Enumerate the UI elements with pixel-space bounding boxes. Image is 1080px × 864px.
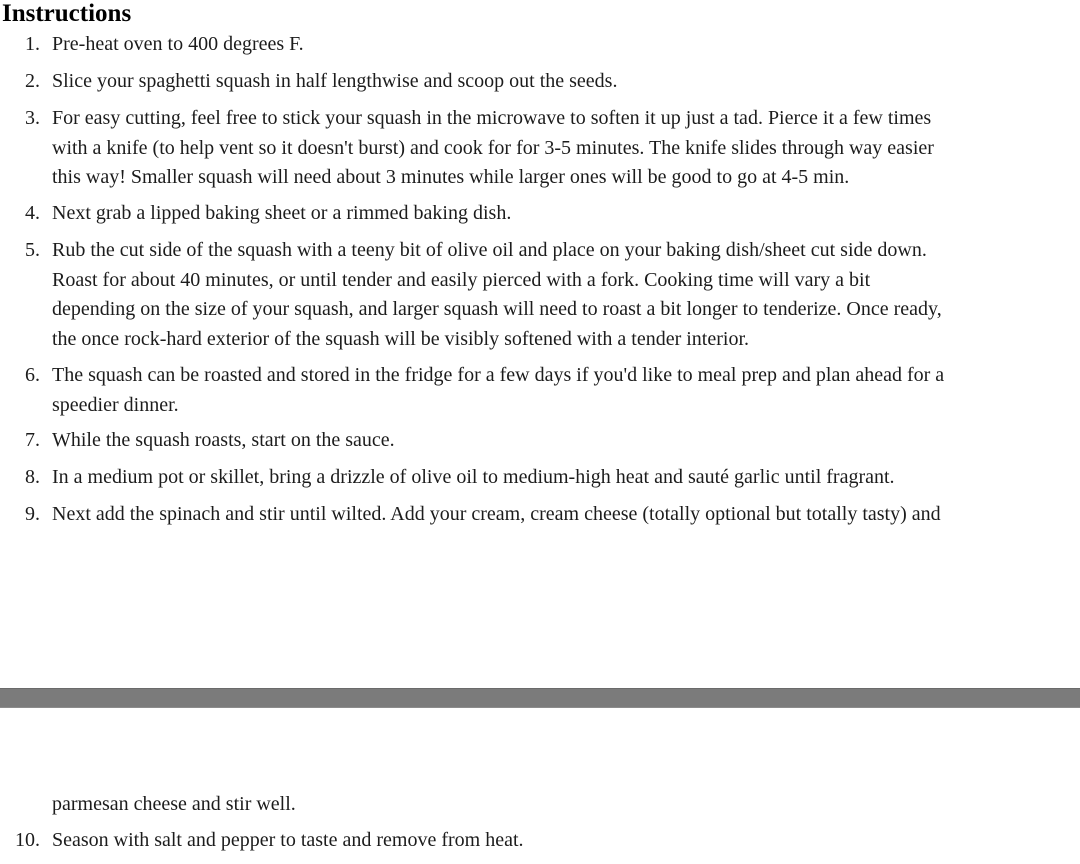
step-9-continuation: parmesan cheese and stir well. bbox=[52, 793, 296, 815]
step-number: 9. bbox=[25, 503, 40, 525]
step-number: 4. bbox=[25, 202, 40, 224]
step-text: In a medium pot or skillet, bring a drizzle of olive oil to medium-high heat and sauté garlic until fragrant. bbox=[52, 466, 895, 488]
step-number: 10. bbox=[15, 829, 40, 851]
step-text: Pre-heat oven to 400 degrees F. bbox=[52, 33, 304, 55]
step-text: Season with salt and pepper to taste and remove from heat. bbox=[52, 829, 524, 851]
step-text: The squash can be roasted and stored in the fridge for a few days if you'd like to meal prep and plan ahead for a speedier dinner. bbox=[52, 364, 945, 416]
step-number: 1. bbox=[25, 33, 40, 55]
step-number: 3. bbox=[25, 107, 40, 129]
step-number: 8. bbox=[25, 466, 40, 488]
step-text: Slice your spaghetti squash in half lengthwise and scoop out the seeds. bbox=[52, 70, 618, 92]
step-text: Next add the spinach and stir until wilted. Add your cream, cream cheese (totally optional but totally tasty) and bbox=[52, 503, 941, 525]
step-number: 5. bbox=[25, 239, 40, 261]
step-number: 2. bbox=[25, 70, 40, 92]
step-text: While the squash roasts, start on the sauce. bbox=[52, 429, 395, 451]
page-break-divider bbox=[0, 688, 1080, 708]
step-number: 7. bbox=[25, 429, 40, 451]
step-text: Next grab a lipped baking sheet or a rimmed baking dish. bbox=[52, 202, 512, 224]
step-text: Rub the cut side of the squash with a teeny bit of olive oil and place on your baking dish/sheet cut side down. Roast for about 40 minutes, or until tender and easily pierced with a fork. Cooking time will vary a bit depending on the size of your squash, and larger squash will need to roast a bit longer to tenderize. Once ready, the once rock-hard exterior of the squash will be visibly softened with a tender interior. bbox=[52, 239, 942, 350]
step-number: 6. bbox=[25, 364, 40, 386]
instructions-heading: Instructions bbox=[2, 0, 132, 27]
step-text: For easy cutting, feel free to stick your squash in the microwave to soften it up just a tad. Pierce it a few times with a knife (to help vent so it doesn't burst) and cook for for 3-5 minutes. The knife slides through way easier this way! Smaller squash will need about 3 minutes while larger ones will be good to go at 4-5 min. bbox=[52, 107, 934, 188]
